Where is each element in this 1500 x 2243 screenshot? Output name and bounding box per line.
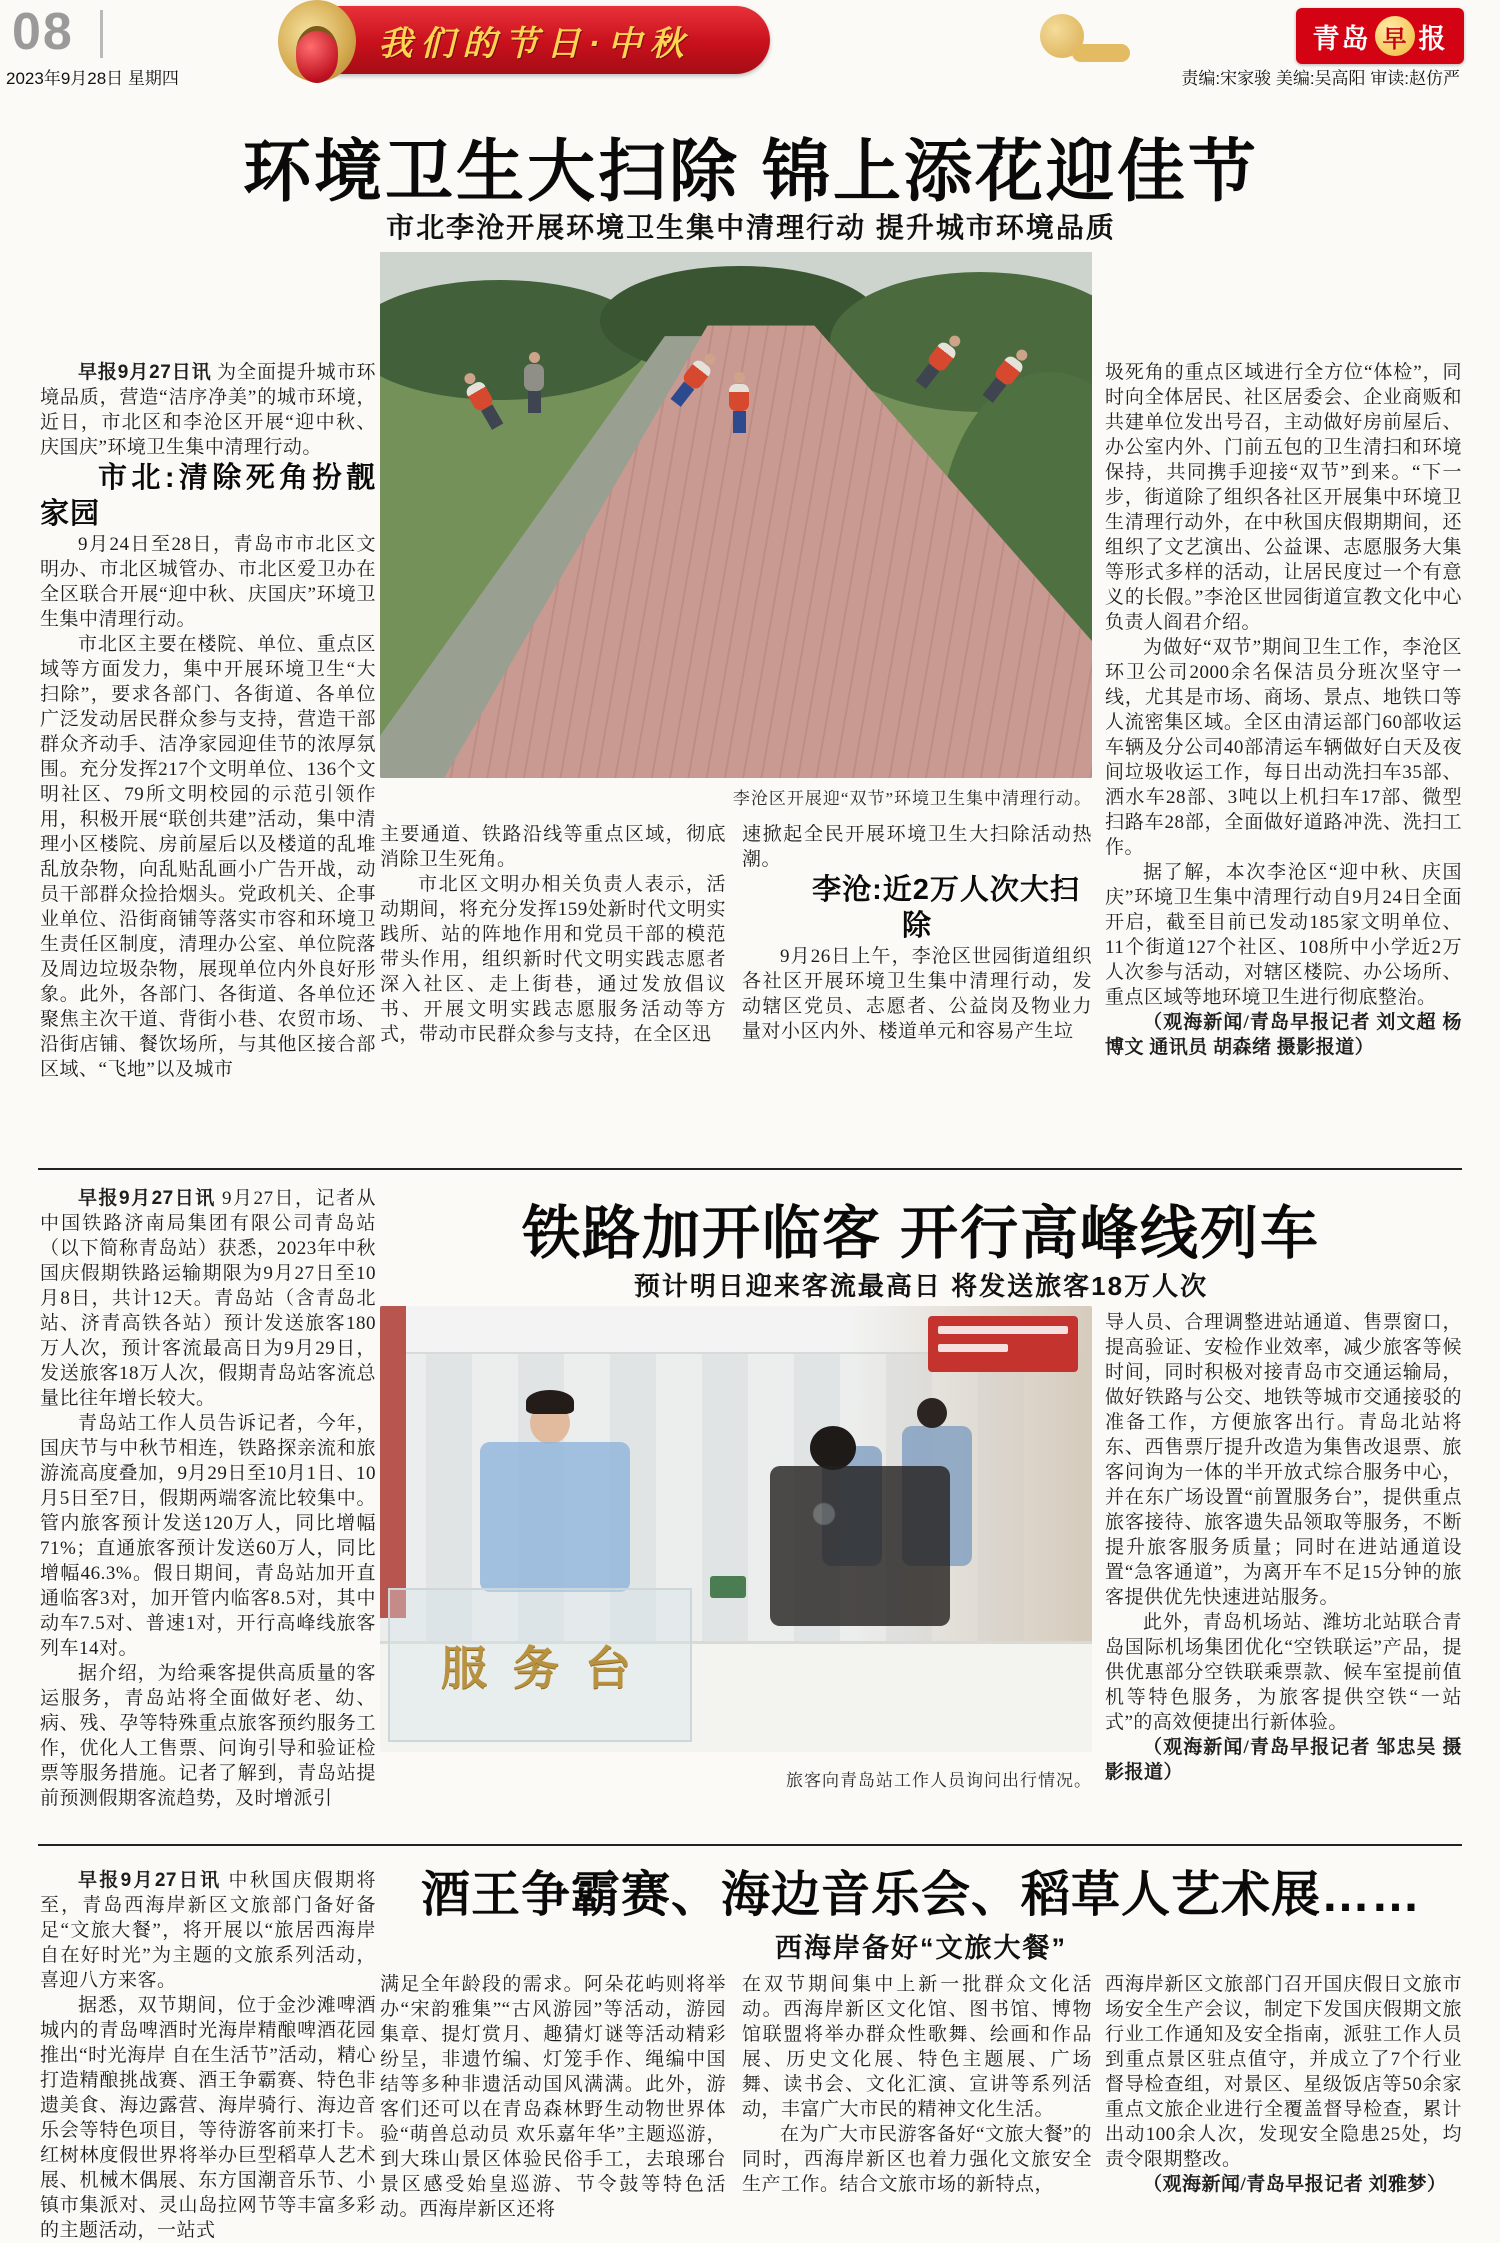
photo2-red-sign xyxy=(928,1316,1078,1372)
article3-column4 xyxy=(1105,1972,1462,2243)
date-line: 2023年9月28日 星期四 xyxy=(6,69,179,88)
article3-subtitle: 西海岸备好“文旅大餐” xyxy=(775,1933,1067,1963)
article2-col1-p3: 据介绍，为给乘客提供高质量的客运服务，青岛站将全面做好老、幼、病、残、孕等特殊重点旅客预约服务工作，优化人工售票、问询引导和验证检票等服务措施。记者了解到，青岛站提前预测假期客流趋势，及时增派引 xyxy=(40,1663,376,1809)
article1-column2 xyxy=(380,822,726,1158)
article3-headline: 酒王争霸赛、海边音乐会、稻草人艺术展…… xyxy=(420,1868,1421,1922)
article2-byline: （观海新闻/青岛早报记者 邹忠吴 摄影报道） xyxy=(1105,1737,1462,1783)
editors-line: 责编:宋家骏 美编:吴高阳 审读:赵仿严 xyxy=(1181,69,1460,88)
article3-col4-p1: 西海岸新区文旅部门召开国庆假日文旅市场安全生产会议，制定下发国庆假期文旅行业工作通知及安全指南，派驻工作人员到重点景区驻点值守，并成立了7个行业督导检查组，对景区、星级饭店等50余家重点文旅企业进行全覆盖督导检查，累计出动100余人次，发现安全隐患25处，均责令限期整改。 xyxy=(1105,1974,1462,2170)
page-number-divider xyxy=(100,10,103,58)
masthead-sun-icon: 早 xyxy=(1375,16,1415,56)
article1-column3 xyxy=(742,822,1092,1158)
dateline-label: 早报9月27日讯 xyxy=(78,1188,216,1209)
article2-colR-p2: 此外，青岛机场站、潍坊北站联合青岛国际机场集团优化“空铁联运”产品，提供优惠部分空铁联乘票款、候车室提前值机等特色服务，为旅客提供空铁“一站式”的高效便捷出行新体验。 xyxy=(1105,1612,1462,1733)
article3-column3 xyxy=(742,1972,1092,2243)
section-divider xyxy=(38,1168,1462,1170)
photo2-clerk-uniform xyxy=(480,1442,630,1592)
photo2-glass-panel xyxy=(388,1588,692,1742)
article1-col3-p1: 速掀起全民开展环境卫生大扫除活动热潮。 xyxy=(742,824,1092,870)
volunteer-figure xyxy=(725,372,753,433)
article1-subhead-licang: 李沧:近2万人次大扫除 xyxy=(812,874,1080,942)
article2-column1 xyxy=(40,1186,376,1832)
article1-subtitle: 市北李沧开展环境卫生集中清理行动 提升城市环境品质 xyxy=(386,212,1116,243)
article3-col1-p2: 据悉，双节期间，位于金沙滩啤酒城内的青岛啤酒时光海岸精酿啤酒花园推出“时光海岸 自在生活节”活动，精心打造精酿挑战赛、酒王争霸赛、特色非遗美食、海边露营、海岸骑行、海边音乐会等特色项目，等待游客前来打卡。红树林度假世界将举办巨型稻草人艺术展、机械木偶展、东方国潮音乐节、小镇市集派对、灵山岛拉网节等丰富多彩的主题活动，一站式 xyxy=(40,1995,376,2241)
masthead-logo xyxy=(1296,8,1464,64)
article3-byline: （观海新闻/青岛早报记者 刘雅梦） xyxy=(1143,2174,1447,2195)
article3-column2 xyxy=(380,1972,726,2243)
photo2-green-ticket xyxy=(710,1576,746,1598)
festival-banner-text: 我们的节日·中秋 xyxy=(378,24,692,63)
article1-col2-p1: 主要通道、铁路沿线等重点区域，彻底消除卫生死角。 xyxy=(380,824,726,870)
article1-photo-caption: 李沧区开展迎“双节”环境卫生集中清理行动。 xyxy=(732,789,1092,808)
service-desk-sign: 服务台 xyxy=(441,1643,657,1694)
article1-col4-p1: 圾死角的重点区域进行全方位“体检”，同时向全体居民、社区居委会、企业商贩和共建单位发出号召，主动做好房前屋后、办公室内外、门前五包的卫生清扫和环境保持，共同携手迎接“双节”到来。“下一步，街道除了组织各社区开展集中环境卫生清理行动外，在中秋国庆假期期间，还组织了文艺演出、公益课、志愿服务大集等形式多样的活动，让居民度过一个有意义的长假。”李沧区世园街道宣教文化中心负责人阎君介绍。 xyxy=(1105,362,1462,633)
article1-col1-p3: 市北区主要在楼院、单位、重点区域等方面发力，集中开展环境卫生“大扫除”，要求各部门、各街道、各单位广泛发动居民群众参与支持，营造干部群众齐动手、洁净家园迎佳节的浓厚氛围。充分发挥217个文明单位、136个文明社区、79所文明校园的示范引领作用，积极开展“联创共建”活动，集中清理小区楼院、房前屋后以及楼道的乱堆乱放杂物，向乱贴乱画小广告开战，动员干部群众捡拾烟头。党政机关、企事业单位、沿街商铺等落实市容和环境卫生责任区制度，清理办公室、单位院落及周边垃圾杂物，展现单位内外良好形象。此外，各部门、各街道、各单位还聚焦主次干道、背街小巷、农贸市场、沿街店铺、餐饮场所，与其他区接合部区域、“飞地”以及城市 xyxy=(40,634,376,1080)
article1-column1 xyxy=(40,360,376,1160)
article1-col4-p3: 据了解，本次李沧区“迎中秋、庆国庆”环境卫生集中清理行动自9月24日全面开启，截至目前已发动185家文明单位、11个街道127个社区、108所中小学近2万人次参与活动，对辖区楼院、办公场所、重点区域等地环境卫生进行彻底整治。 xyxy=(1105,862,1462,1008)
article1-subhead-shibei: 市北:清除死角扮靓家园 xyxy=(40,462,376,530)
volunteer-figure xyxy=(520,352,548,413)
photo-cleanup-volunteers xyxy=(380,252,1092,778)
article3-column1 xyxy=(40,1868,376,2243)
article3-col2-p1: 满足全年龄段的需求。阿朵花屿则将举办“宋韵雅集”“古风游园”等活动，游园集章、提灯赏月、趣猜灯谜等活动精彩纷呈，非遗竹编、灯笼手作、绳编中国结等多种非遗活动国风满满。此外，游客们还可以在青岛森林野生动物世界体验“萌兽总动员 欢乐嘉年华”主题巡游，到大珠山景区体验民俗手工，去琅琊台景区感受始皇巡游、节令鼓等特色活动。西海岸新区还将 xyxy=(380,1974,726,2220)
page-number: 08 xyxy=(12,3,74,61)
article1-col1-p2: 9月24日至28日，青岛市市北区文明办、市北区城管办、市北区爱卫办在全区联合开展“迎中秋、庆国庆”环境卫生集中清理行动。 xyxy=(40,534,376,630)
article3-col3-p1: 在双节期间集中上新一批群众文化活动。西海岸新区文化馆、图书馆、博物馆联盟将举办群众性歌舞、绘画和作品展、历史文化展、特色主题展、广场舞、读书会、文化汇演、宣讲等系列活动，丰富广大市民的精神文化生活。 xyxy=(742,1974,1092,2120)
article2-headline: 铁路加开临客 开行高峰线列车 xyxy=(521,1201,1321,1266)
dateline-label: 早报9月27日讯 xyxy=(78,362,212,383)
article2-photo-caption: 旅客向青岛站工作人员询问出行情况。 xyxy=(786,1771,1092,1790)
photo2-staff-head xyxy=(917,1398,947,1428)
photo-service-desk xyxy=(380,1306,1092,1752)
gold-cloud-icon xyxy=(1072,44,1130,62)
article3-col1-p1: 中秋国庆假期将至，青岛西海岸新区文旅部门备好备足“文旅大餐”，将开展以“旅居西海岸 自在好时光”为主题的文旅系列活动，喜迎八方来客。 xyxy=(40,1870,376,1991)
article2-col1-p2: 青岛站工作人员告诉记者，今年，国庆节与中秋节相连，铁路探亲流和旅游流高度叠加，9月29日至10月1日、10月5日至7日，假期两端客流比较集中。管内旅客预计发送120万人，同比增幅71%；直通旅客预计发送60万人，同比增幅46.3%。假日期间，青岛站加开直通临客3对，加开管内临客8.5对，其中动车7.5对、普速1对，开行高峰线旅客列车14对。 xyxy=(40,1413,376,1659)
article1-column4 xyxy=(1105,360,1462,1160)
dateline-label: 早报9月27日讯 xyxy=(78,1870,222,1891)
article3-col3-p2: 在为广大市民游客备好“文旅大餐”的同时，西海岸新区也着力强化文旅安全生产工作。结合文旅市场的新特点， xyxy=(742,2124,1092,2195)
article1-col1-p1: 为全面提升城市环境品质，营造“洁序净美”的城市环境，近日，市北区和李沧区开展“迎中秋、庆国庆”环境卫生集中清理行动。 xyxy=(40,362,376,458)
article2-subtitle: 预计明日迎来客流最高日 将发送旅客18万人次 xyxy=(633,1271,1209,1301)
photo2-passenger-body xyxy=(770,1466,950,1626)
article1-byline: （观海新闻/青岛早报记者 刘文超 杨博文 通讯员 胡森绪 摄影报道） xyxy=(1105,1012,1462,1058)
photo2-clerk-hair xyxy=(526,1390,574,1414)
article1-col3-p2: 9月26日上午，李沧区世园街道组织各社区开展环境卫生集中清理行动，发动辖区党员、志愿者、公益岗及物业力量对小区内外、楼道单元和容易产生垃 xyxy=(742,946,1092,1042)
article1-col4-p2: 为做好“双节”期间卫生工作，李沧区环卫公司2000余名保洁员分班次坚守一线，尤其是市场、商场、景点、地铁口等人流密集区域。全区由清运部门60部收运车辆及分公司40部清运车辆做好白天及夜间垃圾收运工作，每日出动洗扫车35部、洒水车28部、3吨以上机扫车17部、微型扫路车28部，全面做好道路冲洗、洗扫工作。 xyxy=(1105,637,1462,858)
article1-headline: 环境卫生大扫除 锦上添花迎佳节 xyxy=(243,134,1259,210)
article2-col1-p1: 9月27日，记者从中国铁路济南局集团有限公司青岛站（以下简称青岛站）获悉，2023年中秋国庆假期铁路运输期限为9月27日至10月8日，共计12天。青岛站（含青岛北站、济青高铁各站）预计发送旅客180万人次，预计客流最高日为9月29日，发送旅客18万人次，假期青岛站客流总量比往年增长较大。 xyxy=(40,1188,376,1409)
masthead-qingdao: 青岛 xyxy=(1312,23,1371,54)
article1-col2-p2: 市北区文明办相关负责人表示，活动期间，将充分发挥159处新时代文明实践所、站的阵地作用和党员干部的模范带头作用，组织新时代文明实践志愿者深入社区、走上街巷，通过发放倡议书、开展文明实践志愿服务活动等方式，带动市民群众参与支持，在全区迅 xyxy=(380,874,726,1045)
red-lantern-icon xyxy=(296,26,338,83)
photo2-red-pillar xyxy=(380,1306,406,1618)
photo2-passenger-head xyxy=(810,1426,856,1470)
article2-colR-p1: 导人员、合理调整进站通道、售票窗口，提高验证、安检作业效率，减少旅客等候时间，同时积极对接青岛市交通运输局，做好铁路与公交、地铁等城市交通接驳的准备工作，方便旅客出行。青岛北站将东、西售票厅提升改造为集售改退票、旅客问询为一体的半开放式综合服务中心，并在东广场设置“前置服务台”，提供重点旅客接待、旅客遗失品领取等服务，不断提升旅客服务质量；同时在进站通道设置“急客通道”，为离开车不足15分钟的旅客提供优先快速进站服务。 xyxy=(1105,1312,1462,1608)
festival-banner xyxy=(300,6,770,74)
article2-column-right xyxy=(1105,1310,1462,1832)
masthead-bao: 报 xyxy=(1418,23,1448,54)
section-divider xyxy=(38,1844,1462,1846)
